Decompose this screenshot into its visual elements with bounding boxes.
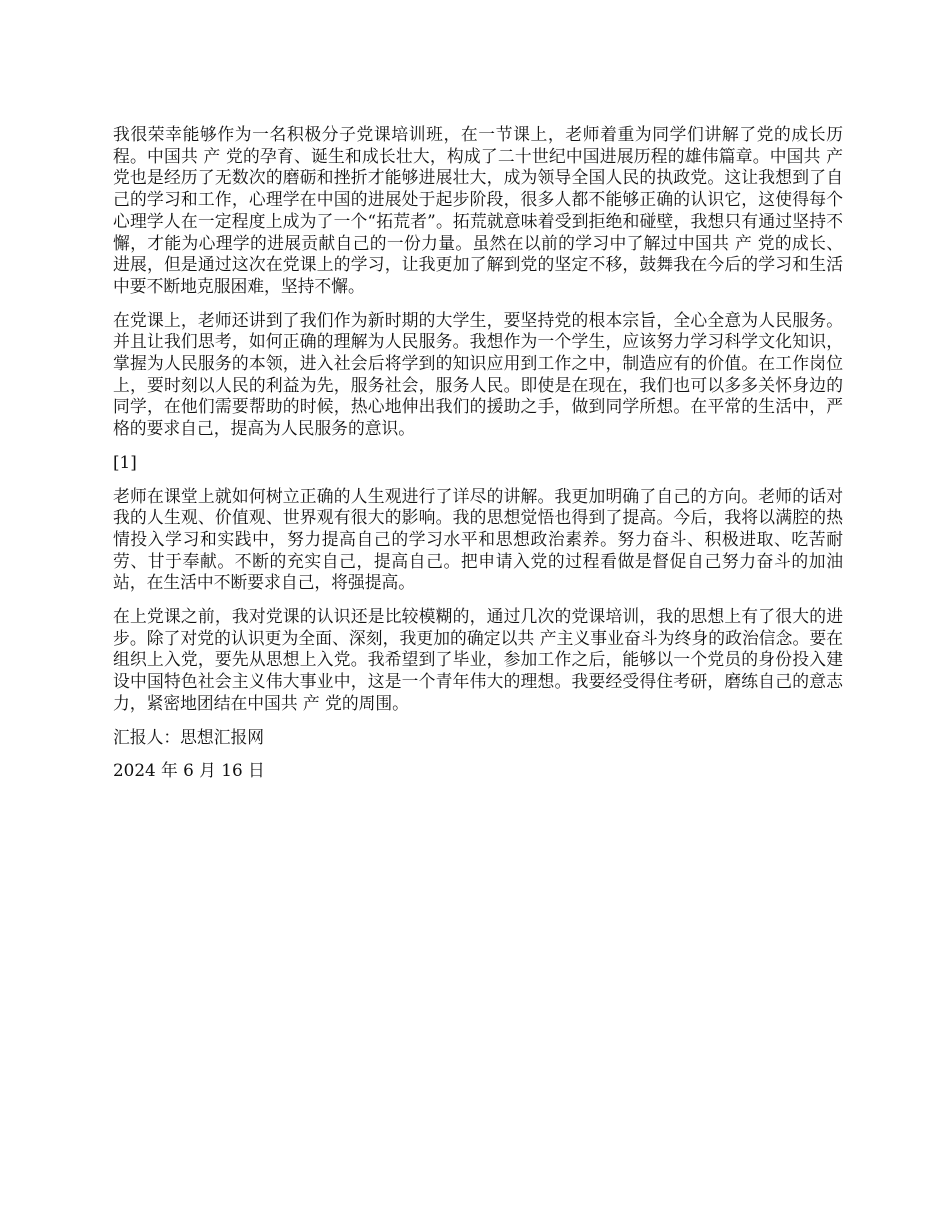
date-line: 2024 年 6 月 16 日 (113, 760, 265, 781)
footnote-reference: [1] (113, 451, 137, 472)
document-body (113, 124, 843, 794)
reporter-line: 汇报人：思想汇报网 (113, 726, 265, 747)
paragraph-1: 我很荣幸能够作为一名积极分子党课培训班，在一节课上，老师着重为同学们讲解了党的成长历程。中国共 产 党的孕育、诞生和成长壮大，构成了二十世纪中国进展历程的雄伟篇章。中国共 产 党也是经历了无数次的磨砺和挫折才能够进展壮大，成为领导全国人民的执政党。这让我想到了自己的学习和工作，心理学在中国的进展处于起步阶段，很多人都不能够正确的认识它，这使得每个心理学人在一定程度上成为了一个“拓荒者”。拓荒就意味着受到拒绝和碰壁，我想只有通过坚持不懈，才能为心理学的进展贡献自己的一份力量。虽然在以前的学习中了解过中国共 产 党的成长、进展，但是通过这次在党课上的学习，让我更加了解到党的坚定不移，鼓舞我在今后的学习和生活中要不断地克服困难，坚持不懈。 (113, 124, 843, 296)
paragraph-4: 在上党课之前，我对党课的认识还是比较模糊的，通过几次的党课培训，我的思想上有了很大的进步。除了对党的认识更为全面、深刻，我更加的确定以共 产主义事业奋斗为终身的政治信念。要在组织上入党，要先从思想上入党。我希望到了毕业，参加工作之后，能够以一个党员的身份投入建设中国特色社会主义伟大事业中，这是一个青年伟大的理想。我要经受得住考研，磨练自己的意志力，紧密地团结在中国共 产 党的周围。 (113, 606, 843, 713)
paragraph-2: 在党课上，老师还讲到了我们作为新时期的大学生，要坚持党的根本宗旨，全心全意为人民服务。并且让我们思考，如何正确的理解为人民服务。我想作为一个学生，应该努力学习科学文化知识，掌握为人民服务的本领，进入社会后将学到的知识应用到工作之中，制造应有的价值。在工作岗位上，要时刻以人民的利益为先，服务社会，服务人民。即使是在现在，我们也可以多多关怀身边的同学，在他们需要帮助的时候，热心地伸出我们的援助之手，做到同学所想。在平常的生活中，严格的要求自己，提高为人民服务的意识。 (113, 309, 843, 439)
paragraph-3: 老师在课堂上就如何树立正确的人生观进行了详尽的讲解。我更加明确了自己的方向。老师的话对我的人生观、价值观、世界观有很大的影响。我的思想觉悟也得到了提高。今后，我将以满腔的热情投入学习和实践中，努力提高自己的学习水平和思想政治素养。努力奋斗、积极进取、吃苦耐劳、甘于奉献。不断的充实自己，提高自己。把申请入党的过程看做是督促自己努力奋斗的加油站，在生活中不断要求自己，将强提高。 (113, 485, 843, 593)
